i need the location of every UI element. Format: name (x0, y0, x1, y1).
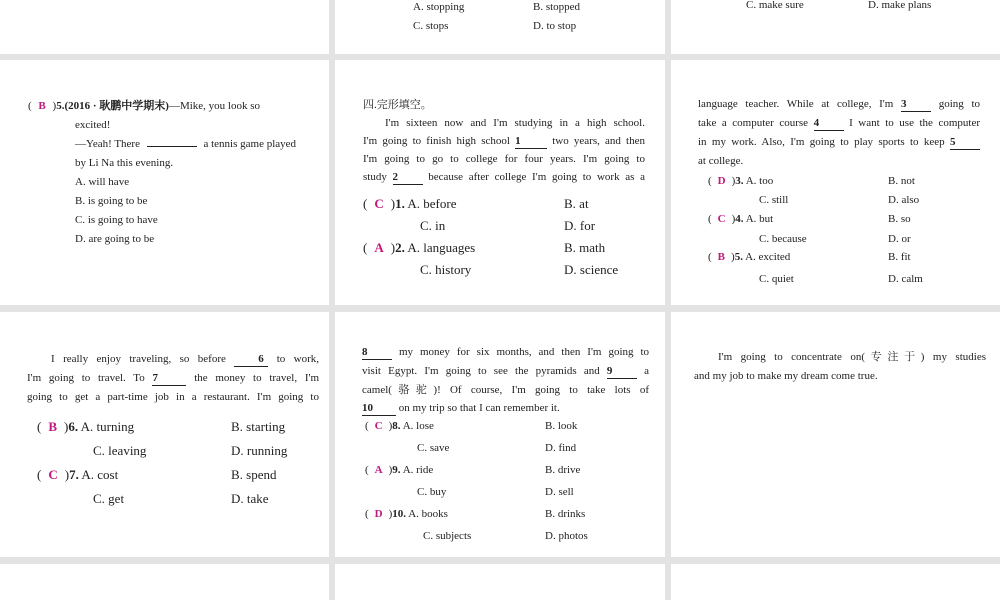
option-c: C. leaving (93, 443, 147, 458)
option-c: C. is going to have (75, 214, 158, 226)
option-d: D. also (888, 194, 920, 206)
option-a: A. will have (75, 176, 130, 188)
passage-line-2 (698, 114, 980, 133)
panel-top-right (671, 0, 1000, 54)
passage-text: I'm going to finish high school (363, 135, 510, 147)
option-d: D. sell (545, 486, 574, 498)
question-number: 1. (395, 196, 405, 211)
passage-line-3: I'm going to go to college for four years. I'm going to (363, 153, 645, 165)
option-d: D. are going to be (75, 233, 155, 245)
option-a: A. but (745, 213, 774, 225)
option-c: C. subjects (423, 530, 472, 542)
option-a: A. excited (745, 251, 791, 263)
panel-cloze-ending (671, 312, 1000, 557)
passage-text: language teacher. While at college, I'm (698, 98, 894, 110)
option-b: B. not (888, 175, 915, 187)
question-10: ( D )10. A. books (365, 508, 448, 520)
passage-line-1 (362, 343, 649, 362)
passage-text: because after college I'm going to work as a (428, 171, 646, 183)
question-number: 10. (392, 508, 407, 520)
option-a: A. turning (80, 419, 135, 434)
question-2: ( A )2. A. languages (363, 240, 476, 255)
passage-text: on my trip so that I can remember it. (398, 402, 560, 414)
option-a: A. lose (402, 420, 434, 432)
passage-text: to work, (276, 353, 320, 365)
option-b: B. at (564, 196, 589, 211)
question-7: ( C )7. A. cost (37, 467, 119, 482)
question-5: ( B )5. A. excited (708, 251, 791, 263)
option-c: C. still (759, 194, 789, 206)
option-c: C. history (420, 262, 472, 277)
question-6: ( B )6. A. turning (37, 419, 135, 434)
passage-text: in my work. Also, I'm going to play sports to keep (698, 136, 945, 148)
blank-4: 4 (814, 116, 844, 131)
passage-text: my money for six months, and then I'm going to (398, 346, 650, 358)
question-number: 8. (392, 420, 401, 432)
question-8: ( C )8. A. lose (365, 420, 434, 432)
question-text-2: excited! (75, 119, 111, 131)
answer-mark: A (374, 464, 383, 476)
passage-text: two years, and then (552, 135, 645, 147)
question-number: 5. (56, 100, 65, 112)
passage-line-3 (698, 133, 980, 152)
option-b: B. so (888, 213, 911, 225)
option-a: A. ride (402, 464, 434, 476)
section-heading: 四.完形填空。 (363, 99, 432, 111)
answer-mark: B (38, 100, 46, 112)
option-a: A. too (745, 175, 774, 187)
option-c: C. buy (417, 486, 447, 498)
panel-bottom-middle (335, 564, 665, 600)
option-c: C. save (417, 442, 450, 454)
passage-line-1 (698, 95, 980, 114)
option-b: B. look (545, 420, 578, 432)
option-a: A. languages (407, 240, 476, 255)
question-text-4: by Li Na this evening. (75, 157, 174, 169)
blank-2: 2 (393, 170, 423, 185)
question-9: ( A )9. A. ride (365, 464, 434, 476)
option-c: C. in (420, 218, 446, 233)
answer-mark: D (374, 508, 383, 520)
passage-line-2 (363, 132, 645, 151)
option-d: D. calm (888, 273, 923, 285)
passage-text: going to (938, 98, 981, 110)
answer-blank (147, 146, 197, 147)
blank-3: 3 (901, 97, 931, 112)
blank-9: 9 (607, 364, 637, 379)
answer-mark: C (48, 467, 58, 482)
passage-text: a (644, 365, 650, 377)
option-b: B. drive (545, 464, 581, 476)
panel-bottom-left (0, 564, 329, 600)
option-d: D. or (888, 233, 911, 245)
answer-mark: D (717, 175, 726, 187)
option-a: A. before (407, 196, 457, 211)
option-b: B. drinks (545, 508, 586, 520)
option-c: C. because (759, 233, 807, 245)
passage-line-1: I'm sixteen now and I'm studying in a high school. (385, 117, 645, 129)
dialogue-text: a tennis game played (203, 138, 297, 150)
passage-line-1: I'm going to concentrate on(专注于) my studies (718, 351, 986, 363)
passage-text: study (363, 171, 387, 183)
blank-8: 8 (362, 345, 392, 360)
passage-line-2 (27, 369, 319, 388)
option-d: D. for (564, 218, 596, 233)
option-b: B. fit (888, 251, 911, 263)
question-number: 4. (735, 213, 744, 225)
passage-line-2 (362, 362, 649, 381)
question-number: 3. (735, 175, 744, 187)
option-b: B. math (564, 240, 606, 255)
blank-1: 1 (515, 134, 547, 149)
passage-line-4 (362, 399, 649, 418)
option-a: A. cost (81, 467, 119, 482)
panel-question-5 (0, 60, 329, 305)
passage-line-3: going to get a part-time job in a restaurant. I'm going to (27, 391, 319, 403)
option-d: D. take (231, 491, 269, 506)
answer-mark: A (374, 240, 384, 255)
passage-line-3: camel(骆驼)! Of course, I'm going to take lots of (362, 384, 649, 396)
passage-text: I want to use the computer (849, 117, 981, 129)
option-c: C. make sure (746, 0, 804, 11)
option-d: D. find (545, 442, 577, 454)
option-c: C. get (93, 491, 125, 506)
question-text-3 (75, 135, 296, 154)
passage-line-1 (27, 350, 319, 369)
question-number: 7. (69, 467, 79, 482)
panel-bottom-right (671, 564, 1000, 600)
question-4: ( C )4. A. but (708, 213, 774, 225)
question-5-line (28, 97, 260, 116)
passage-text: I'm going to travel. To (27, 372, 145, 384)
answer-mark: C (374, 196, 384, 211)
passage-line-4: at college. (698, 155, 744, 167)
option-b: B. starting (231, 419, 286, 434)
paren-open: ( (28, 100, 32, 112)
passage-line-4 (363, 168, 645, 187)
blank-10: 10 (362, 401, 396, 416)
dialogue-text: —Yeah! There (75, 138, 140, 150)
question-1: ( C )1. A. before (363, 196, 457, 211)
passage-line-2: and my job to make my dream come true. (694, 370, 878, 382)
panel-cloze-continued (671, 60, 1000, 305)
option-d: D. to stop (533, 20, 577, 32)
option-b: B. stopped (533, 1, 581, 13)
answer-mark: C (717, 213, 726, 225)
option-a: A. books (408, 508, 448, 520)
option-b: B. spend (231, 467, 277, 482)
panel-top-middle (335, 0, 665, 54)
option-c: C. quiet (759, 273, 794, 285)
answer-mark: B (717, 251, 726, 263)
panel-top-left (0, 0, 329, 54)
option-d: D. photos (545, 530, 588, 542)
question-number: 5. (734, 251, 743, 263)
answer-mark: B (48, 419, 58, 434)
answer-mark: C (374, 420, 383, 432)
paren-close: ) (52, 100, 57, 112)
passage-text: take a computer course (698, 117, 809, 129)
question-number: 6. (68, 419, 79, 434)
option-c: C. stops (413, 20, 449, 32)
option-b: B. is going to be (75, 195, 148, 207)
passage-text: I really enjoy traveling, so before (51, 353, 226, 365)
blank-7: 7 (152, 371, 186, 386)
passage-text: the money to travel, I'm (194, 372, 320, 384)
blank-6: 6 (234, 352, 268, 367)
question-text: —Mike, you look so (168, 100, 260, 112)
blank-5: 5 (950, 135, 980, 150)
option-d: D. science (564, 262, 619, 277)
panel-cloze-intro (335, 60, 665, 305)
question-3: ( D )3. A. too (708, 175, 774, 187)
passage-text: visit Egypt. I'm going to see the pyramids and (362, 365, 600, 377)
question-number: 9. (392, 464, 401, 476)
option-a: A. stopping (413, 1, 465, 13)
question-number: 2. (395, 240, 405, 255)
option-d: D. running (231, 443, 288, 458)
question-source: (2016 · 耿鹏中学期末) (64, 100, 169, 112)
option-d: D. make plans (868, 0, 932, 11)
panel-cloze-part-4 (335, 312, 665, 557)
panel-cloze-part-3 (0, 312, 329, 557)
